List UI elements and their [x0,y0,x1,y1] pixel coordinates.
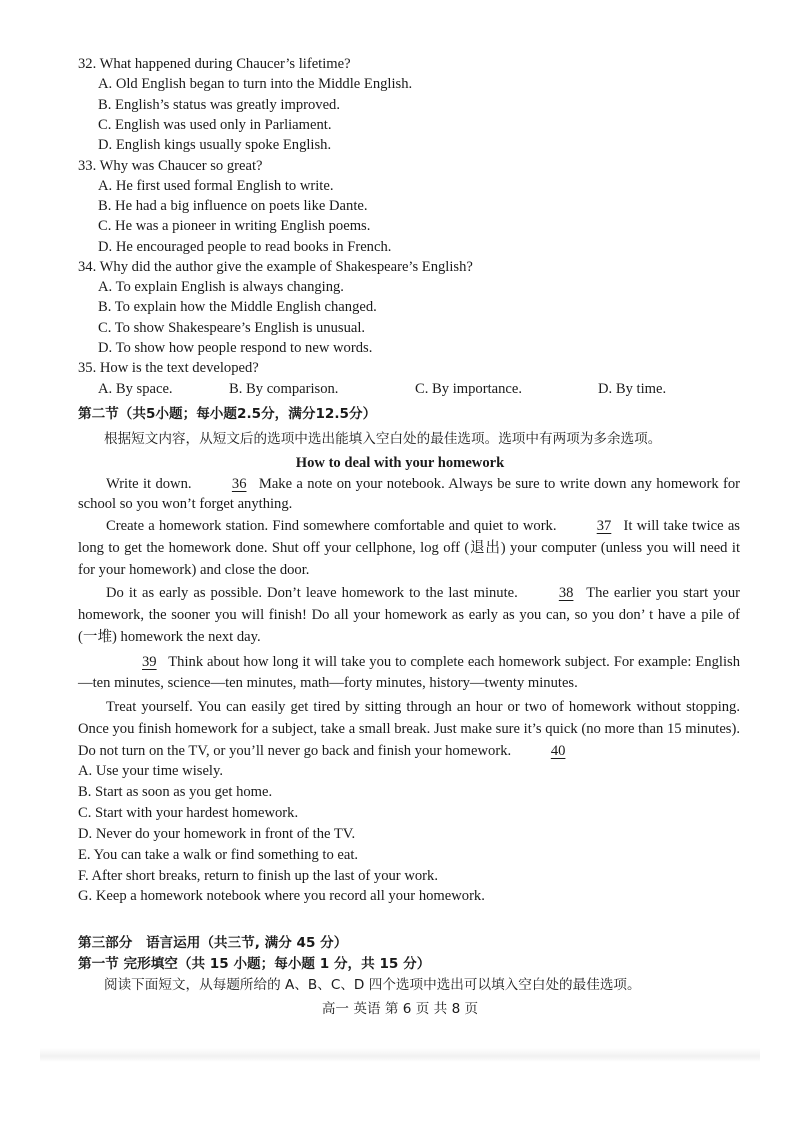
blank-38: 38 [558,585,574,601]
paragraph-3 [78,582,740,648]
part-3-heading: 第三部分 语言运用（共三节, 满分 45 分） [78,935,348,951]
blank-36: 36 [231,476,247,492]
question-32-option-b: B. English’s status was greatly improved. [98,97,340,113]
paragraph-4-body: Think about how long it will take you to complete each homework subject. For example: English—ten minutes, science—ten minutes, math—forty minutes, history—twenty minutes. [78,654,740,691]
question-34-option-d: D. To show how people respond to new words. [98,340,373,356]
blank-40: 40 [550,743,566,759]
paragraph-5 [78,696,740,762]
choice-b: B. Start as soon as you get home. [78,784,273,800]
question-34-option-a: A. To explain English is always changing. [98,279,344,295]
paragraph-4 [78,652,740,694]
question-35-option-b: B. By comparison. [229,381,339,397]
section-2-heading: 第二节（共5小题；每小题2.5分，满分12.5分） [78,406,377,422]
question-32-option-c: C. English was used only in Parliament. [98,117,332,133]
question-34-option-c: C. To show Shakespeare’s English is unusual. [98,320,366,336]
question-33-option-d: D. He encouraged people to read books in French. [98,239,392,255]
question-33-option-a: A. He first used formal English to write. [98,178,334,194]
page-footer: 高一 英语 第 6 页 共 8 页 [321,1001,479,1017]
question-35-option-a: A. By space. [98,381,173,397]
question-34-stem: 34. Why did the author give the example of Shakespeare’s English? [78,259,473,275]
question-32-option-a: A. Old English began to turn into the Middle English. [98,76,413,92]
passage-title: How to deal with your homework [295,455,505,471]
paragraph-5-body: Treat yourself. You can easily get tired by sitting through an hour or two of homework without stopping. Once you finish homework for a subject, take a small break. Just make sure it’s quick (no more than 15 minutes). Do not turn on the TV, or you’ll never go back and finish your homework. [78,699,740,759]
question-32-stem: 32. What happened during Chaucer’s lifetime? [78,56,351,72]
question-33-option-b: B. He had a big influence on poets like Dante. [98,198,368,214]
choice-d: D. Never do your homework in front of the TV. [78,826,356,842]
question-35-option-d: D. By time. [598,381,667,397]
paragraph-1 [78,474,740,514]
choice-g: G. Keep a homework notebook where you record all your homework. [78,888,485,904]
paragraph-2-lead: Create a homework station. Find somewhere comfortable and quiet to work. [106,518,557,534]
choice-e: E. You can take a walk or find something to eat. [78,847,359,863]
blank-39: 39 [142,654,157,670]
choice-a: A. Use your time wisely. [78,763,223,779]
paragraph-2-body: It will take twice as long to get the homework done. Shut off your cellphone, log off (退出) your computer (unless you will need it for your homework) and close the door. [78,518,740,578]
section-2-instruction: 根据短文内容，从短文后的选项中选出能填入空白处的最佳选项。选项中有两项为多余选项。 [104,431,662,447]
question-33-option-c: C. He was a pioneer in writing English poems. [98,218,371,234]
blank-37: 37 [596,518,612,534]
paragraph-2 [78,515,740,581]
question-32-option-d: D. English kings usually spoke English. [98,137,332,153]
question-33-stem: 33. Why was Chaucer so great? [78,158,263,174]
choice-f: F. After short breaks, return to finish up the last of your work. [78,868,438,884]
question-35-option-c: C. By importance. [415,381,523,397]
choice-c: C. Start with your hardest homework. [78,805,299,821]
paragraph-1-lead: Write it down. [106,476,192,492]
part-3-instruction: 阅读下面短文，从每题所给的 A、B、C、D 四个选项中选出可以填入空白处的最佳选项。 [104,977,641,993]
paragraph-3-lead: Do it as early as possible. Don’t leave homework to the last minute. [106,585,518,601]
paragraph-3-body: The earlier you start your homework, the sooner you will finish! Do all your homework as early as you can, so you don’ t have a pile of (一堆) homework the next day. [78,585,740,645]
part-3-subheading: 第一节 完形填空（共 15 小题；每小题 1 分，共 15 分） [78,956,431,972]
question-34-option-b: B. To explain how the Middle English changed. [98,299,377,315]
paragraph-1-body: Make a note on your notebook. Always be sure to write down any homework for school so you won’t forget anything. [78,476,741,512]
question-35-stem: 35. How is the text developed? [78,360,259,376]
scan-shadow [40,1048,760,1062]
